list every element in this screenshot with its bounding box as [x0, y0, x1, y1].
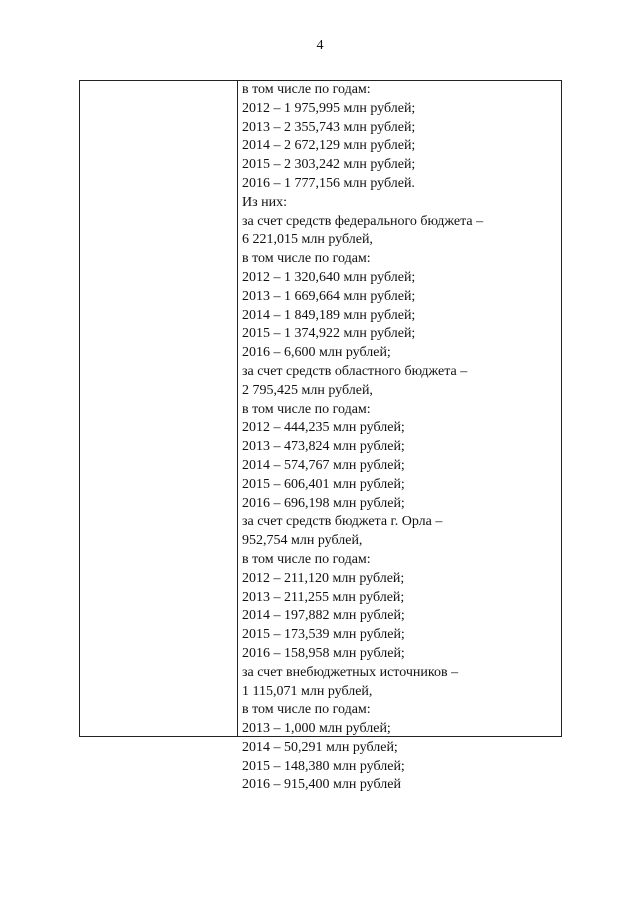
text-line: 2016 – 6,600 млн рублей; — [242, 345, 391, 361]
text-line: 2016 – 915,400 млн рублей — [242, 777, 401, 793]
funding-table — [79, 80, 562, 793]
text-line: 2015 – 173,539 млн рублей; — [242, 627, 405, 643]
text-line: 2015 – 1 374,922 млн рублей; — [242, 326, 416, 342]
text-line: в том числе по годам: — [242, 551, 371, 567]
text-line: за счет средств бюджета г. Орла – — [242, 514, 443, 530]
table-right-cell — [238, 81, 561, 793]
text-line: 1 115,071 млн рублей, — [242, 683, 373, 699]
text-line: в том числе по годам: — [242, 702, 371, 718]
text-line: 2013 – 1,000 млн рублей; — [242, 721, 391, 737]
text-line: за счет средств федерального бюджета – — [242, 213, 484, 229]
text-line: 2012 – 211,120 млн рублей; — [242, 570, 405, 586]
text-line: в том числе по годам: — [242, 82, 371, 97]
text-line: 6 221,015 млн рублей, — [242, 232, 373, 248]
text-line: в том числе по годам: — [242, 251, 371, 267]
text-line: 2012 – 1 975,995 млн рублей; — [242, 100, 416, 116]
text-line: 2016 – 158,958 млн рублей; — [242, 645, 405, 661]
text-line: 2014 – 197,882 млн рублей; — [242, 608, 405, 624]
text-line: 2014 – 574,767 млн рублей; — [242, 457, 405, 473]
text-line: 2012 – 444,235 млн рублей; — [242, 420, 405, 436]
table-left-cell — [80, 81, 238, 736]
text-line: 2016 – 696,198 млн рублей; — [242, 495, 405, 511]
text-line: 2013 – 211,255 млн рублей; — [242, 589, 405, 605]
text-line: 2 795,425 млн рублей, — [242, 382, 373, 398]
text-line: 2012 – 1 320,640 млн рублей; — [242, 269, 416, 285]
text-line: 2014 – 2 672,129 млн рублей; — [242, 138, 416, 154]
text-line: 2015 – 606,401 млн рублей; — [242, 476, 405, 492]
text-line: за счет внебюджетных источников – — [242, 664, 459, 680]
text-line: в том числе по годам: — [242, 401, 371, 417]
text-line: Из них: — [242, 194, 288, 210]
text-line: 952,754 млн рублей, — [242, 533, 363, 549]
text-line: 2013 – 1 669,664 млн рублей; — [242, 288, 416, 304]
text-line: 2015 – 2 303,242 млн рублей; — [242, 157, 416, 173]
text-line: 2014 – 50,291 млн рублей; — [242, 739, 398, 755]
text-line: 2016 – 1 777,156 млн рублей. — [242, 175, 415, 191]
text-line: 2013 – 2 355,743 млн рублей; — [242, 119, 416, 135]
page-number: 4 — [316, 38, 324, 53]
text-line: 2014 – 1 849,189 млн рублей; — [242, 307, 416, 323]
text-line: за счет средств областного бюджета – — [242, 363, 468, 379]
text-line: 2015 – 148,380 млн рублей; — [242, 758, 405, 774]
text-line: 2013 – 473,824 млн рублей; — [242, 439, 405, 455]
